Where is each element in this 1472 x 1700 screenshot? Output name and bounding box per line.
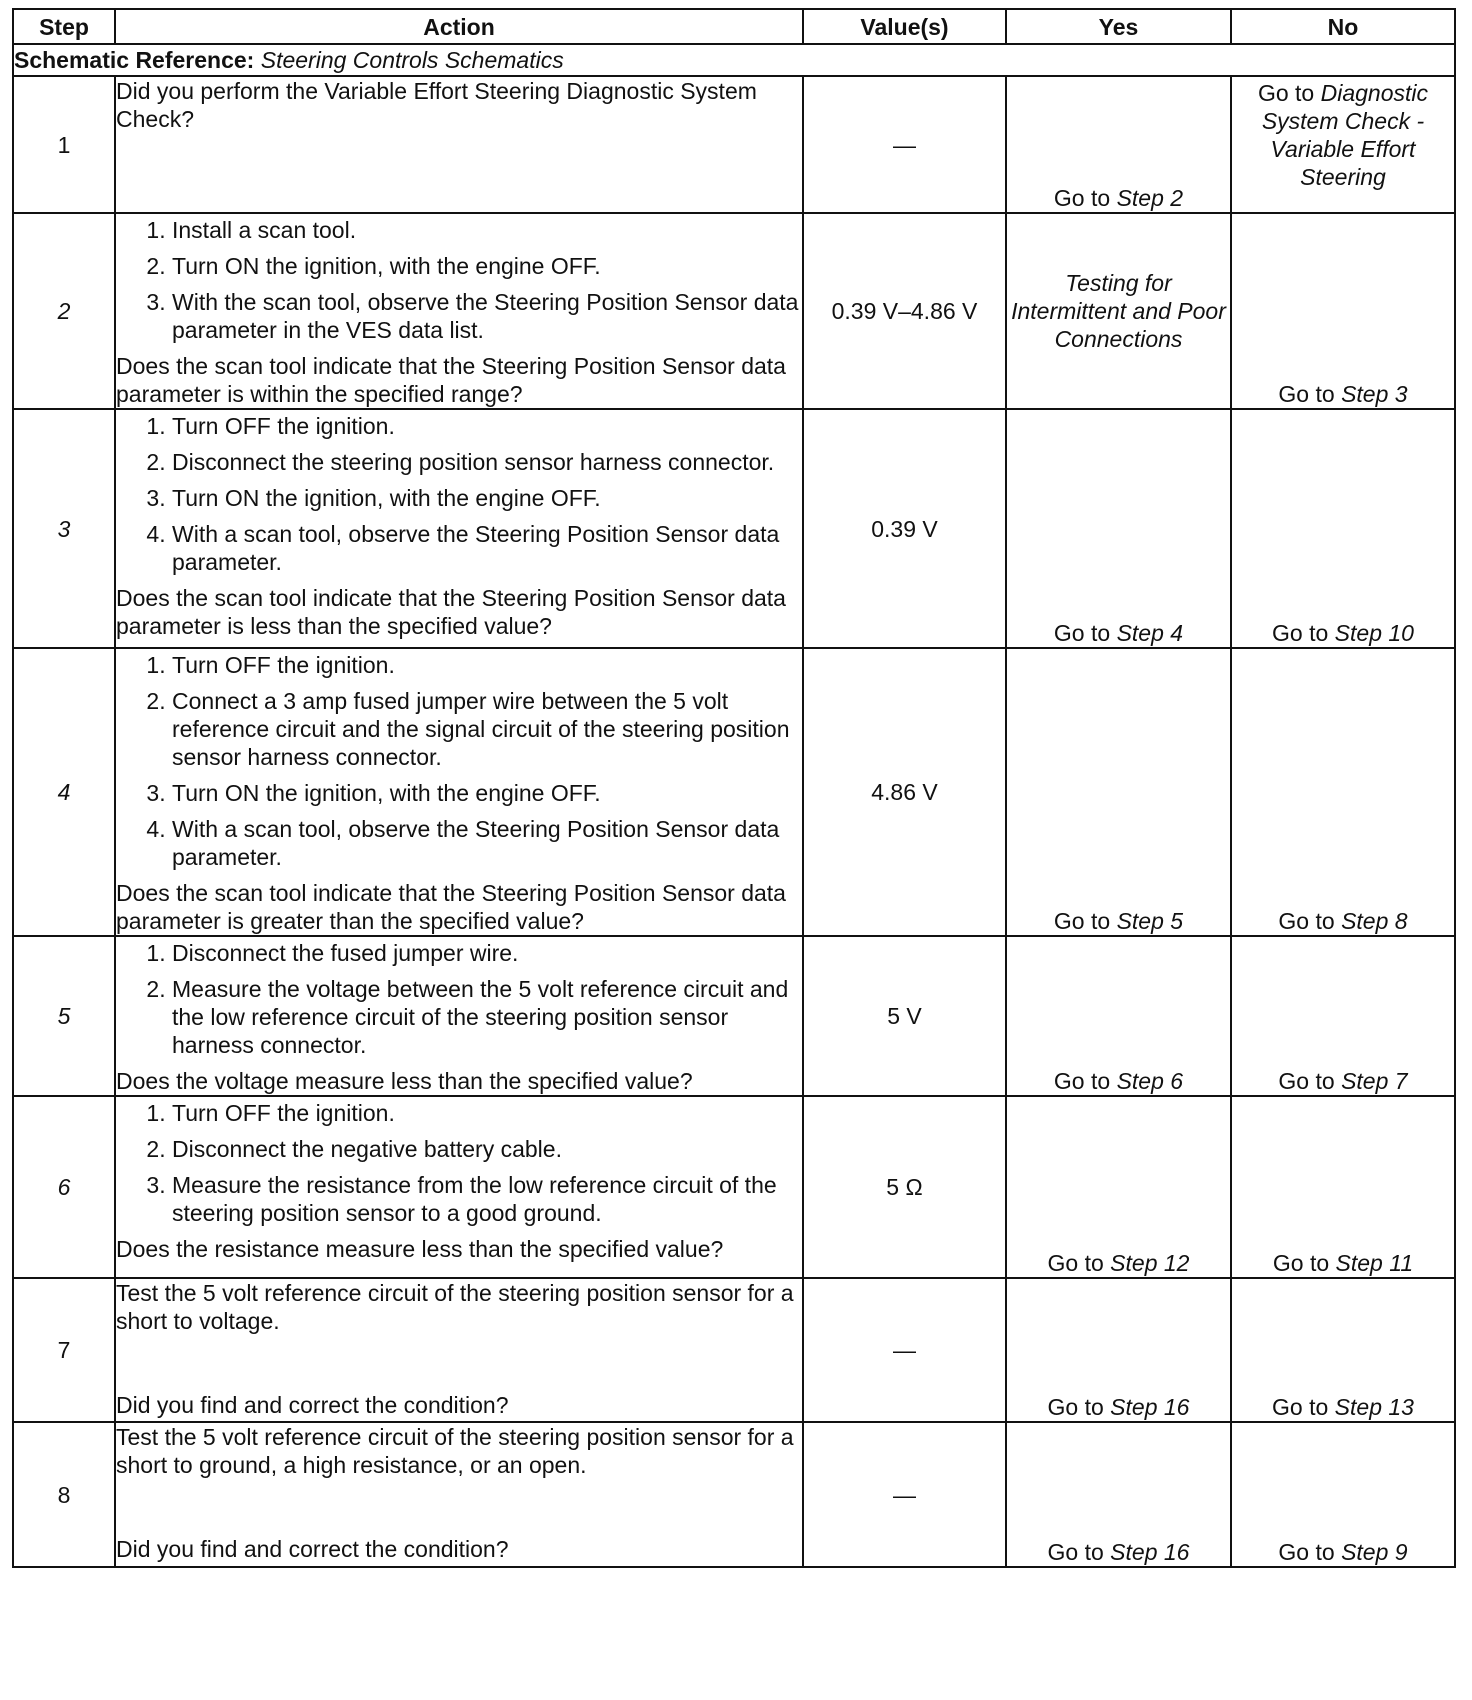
header-no: No	[1231, 9, 1455, 44]
action-step-item: 2. Measure the voltage between the 5 volt reference circuit and the low reference circuit of the steering position sensor harness connector.	[172, 975, 802, 1059]
schematic-reference-row	[13, 44, 1455, 76]
no-cell[interactable]	[1231, 1278, 1455, 1422]
action-step-item: 1. Turn OFF the ignition.	[172, 651, 802, 679]
value-cell: 5 V	[803, 936, 1006, 1096]
step-row	[13, 1278, 1455, 1422]
yes-goto-link[interactable]: Step 4	[1116, 620, 1184, 646]
action-step-item: 1. Turn OFF the ignition.	[172, 412, 802, 440]
no-cell[interactable]	[1231, 76, 1455, 213]
action-question: Did you find and correct the condition?	[116, 1536, 509, 1562]
step-number: 6	[13, 1096, 115, 1278]
action-question: Does the scan tool indicate that the Steering Position Sensor data parameter is within the specified range?	[116, 353, 786, 407]
no-goto-prefix: Go to	[1257, 80, 1315, 106]
action-question: Does the resistance measure less than the specified value?	[116, 1236, 724, 1262]
action-cell	[115, 409, 803, 648]
step-row	[13, 409, 1455, 648]
action-step-item: 2. Turn ON the ignition, with the engine OFF.	[172, 252, 802, 280]
action-steps-list	[116, 939, 802, 1059]
no-cell[interactable]	[1231, 648, 1455, 936]
no-goto-prefix: Go to	[1278, 908, 1335, 934]
value-cell: 0.39 V	[803, 409, 1006, 648]
step-row	[13, 936, 1455, 1096]
yes-goto-link[interactable]: Step 16	[1110, 1539, 1190, 1565]
yes-goto-link[interactable]: Step 12	[1110, 1250, 1190, 1276]
action-cell	[115, 648, 803, 936]
step-number: 4	[13, 648, 115, 936]
step-number: 1	[13, 76, 115, 213]
action-cell	[115, 936, 803, 1096]
schematic-reference-link[interactable]: Steering Controls Schematics	[260, 47, 564, 73]
no-goto-link[interactable]: Step 8	[1341, 908, 1408, 934]
no-goto-link[interactable]: Step 3	[1341, 381, 1408, 407]
value-cell: 0.39 V–4.86 V	[803, 213, 1006, 409]
no-goto-prefix: Go to	[1272, 620, 1329, 646]
diagnostic-table	[12, 8, 1456, 1568]
yes-goto-prefix: Go to	[1053, 908, 1111, 934]
no-goto-prefix: Go to	[1272, 1250, 1330, 1276]
yes-cell[interactable]	[1006, 936, 1231, 1096]
no-goto-prefix: Go to	[1278, 381, 1335, 407]
no-cell[interactable]	[1231, 213, 1455, 409]
header-row	[13, 9, 1455, 44]
value-cell: 4.86 V	[803, 648, 1006, 936]
yes-cell[interactable]	[1006, 213, 1231, 409]
yes-goto-link[interactable]: Step 5	[1116, 908, 1184, 934]
action-question: Does the scan tool indicate that the Steering Position Sensor data parameter is less than the specified value?	[116, 585, 786, 639]
action-step-item: 4. With a scan tool, observe the Steering Position Sensor data parameter.	[172, 520, 802, 576]
action-step-item: 3. Turn ON the ignition, with the engine OFF.	[172, 484, 802, 512]
yes-goto-link[interactable]: Step 6	[1116, 1068, 1184, 1094]
no-goto-link[interactable]: Step 13	[1334, 1394, 1414, 1420]
action-step-item: 2. Disconnect the steering position sensor harness connector.	[172, 448, 802, 476]
step-number: 5	[13, 936, 115, 1096]
action-cell	[115, 213, 803, 409]
action-step-item: 2. Connect a 3 amp fused jumper wire between the 5 volt reference circuit and the signal circuit of the steering position sensor harness connector.	[172, 687, 802, 771]
action-intro: Test the 5 volt reference circuit of the steering position sensor for a short to ground, a high resistance, or an open.	[116, 1424, 794, 1478]
action-cell	[115, 1278, 803, 1422]
yes-goto-prefix: Go to	[1047, 1539, 1104, 1565]
yes-goto-prefix: Go to	[1047, 1250, 1104, 1276]
action-step-item: 1. Disconnect the fused jumper wire.	[172, 939, 802, 967]
no-cell[interactable]	[1231, 1096, 1455, 1278]
yes-goto-prefix: Go to	[1053, 620, 1111, 646]
action-step-item: 3. Turn ON the ignition, with the engine OFF.	[172, 779, 802, 807]
schematic-reference	[13, 44, 1455, 76]
yes-cell[interactable]	[1006, 76, 1231, 213]
action-step-item: 1. Install a scan tool.	[172, 216, 802, 244]
no-goto-prefix: Go to	[1278, 1068, 1335, 1094]
yes-cell[interactable]	[1006, 1278, 1231, 1422]
yes-cell[interactable]	[1006, 648, 1231, 936]
spacer	[116, 1479, 802, 1535]
header-values: Value(s)	[803, 9, 1006, 44]
spacer	[116, 1335, 802, 1391]
action-step-item: 2. Disconnect the negative battery cable.	[172, 1135, 802, 1163]
step-number: 7	[13, 1278, 115, 1422]
action-cell	[115, 76, 803, 213]
yes-cell[interactable]	[1006, 1096, 1231, 1278]
action-cell	[115, 1096, 803, 1278]
no-goto-link[interactable]: Diagnostic System Check - Variable Effort Steering	[1261, 80, 1429, 190]
no-goto-prefix: Go to	[1272, 1394, 1329, 1420]
value-cell: —	[803, 1422, 1006, 1567]
schematic-reference-label: Schematic Reference:	[14, 47, 255, 73]
action-question: Did you find and correct the condition?	[116, 1392, 509, 1418]
no-cell[interactable]	[1231, 936, 1455, 1096]
yes-goto-link[interactable]: Step 16	[1110, 1394, 1190, 1420]
yes-goto-prefix: Go to	[1047, 1394, 1104, 1420]
no-goto-link[interactable]: Step 11	[1335, 1250, 1414, 1276]
no-cell[interactable]	[1231, 1422, 1455, 1567]
action-step-item: 1. Turn OFF the ignition.	[172, 1099, 802, 1127]
header-step: Step	[13, 9, 115, 44]
action-question: Does the voltage measure less than the specified value?	[116, 1068, 693, 1094]
action-intro: Test the 5 volt reference circuit of the steering position sensor for a short to voltage.	[116, 1280, 794, 1334]
yes-cell[interactable]	[1006, 1422, 1231, 1567]
no-cell[interactable]	[1231, 409, 1455, 648]
action-steps-list	[116, 1099, 802, 1227]
header-action: Action	[115, 9, 803, 44]
action-step-item: 3. Measure the resistance from the low reference circuit of the steering position sensor to a good ground.	[172, 1171, 802, 1227]
step-row	[13, 76, 1455, 213]
no-goto-link[interactable]: Step 10	[1334, 620, 1414, 646]
yes-goto-prefix: Go to	[1053, 1068, 1111, 1094]
header-yes: Yes	[1006, 9, 1231, 44]
value-cell: —	[803, 76, 1006, 213]
yes-goto-link[interactable]: Step 2	[1116, 185, 1184, 211]
action-step-item: 4. With a scan tool, observe the Steering Position Sensor data parameter.	[172, 815, 802, 871]
action-steps-list	[116, 412, 802, 576]
step-number: 8	[13, 1422, 115, 1567]
step-row	[13, 648, 1455, 936]
action-step-item: 3. With the scan tool, observe the Steering Position Sensor data parameter in the VES data list.	[172, 288, 802, 344]
step-row	[13, 213, 1455, 409]
value-cell: 5 Ω	[803, 1096, 1006, 1278]
no-goto-prefix: Go to	[1278, 1539, 1335, 1565]
step-row	[13, 1422, 1455, 1567]
step-number: 3	[13, 409, 115, 648]
action-cell	[115, 1422, 803, 1567]
step-row	[13, 1096, 1455, 1278]
step-number: 2	[13, 213, 115, 409]
yes-cell[interactable]	[1006, 409, 1231, 648]
action-steps-list	[116, 651, 802, 871]
value-cell: —	[803, 1278, 1006, 1422]
yes-goto-prefix: Go to	[1053, 185, 1111, 211]
no-goto-link[interactable]: Step 7	[1341, 1068, 1408, 1094]
yes-goto-link[interactable]: Testing for Intermittent and Poor Connections	[1011, 270, 1226, 352]
action-intro: Did you perform the Variable Effort Steering Diagnostic System Check?	[116, 78, 757, 132]
no-goto-link[interactable]: Step 9	[1341, 1539, 1408, 1565]
action-question: Does the scan tool indicate that the Steering Position Sensor data parameter is greater than the specified value?	[116, 880, 786, 934]
action-steps-list	[116, 216, 802, 344]
